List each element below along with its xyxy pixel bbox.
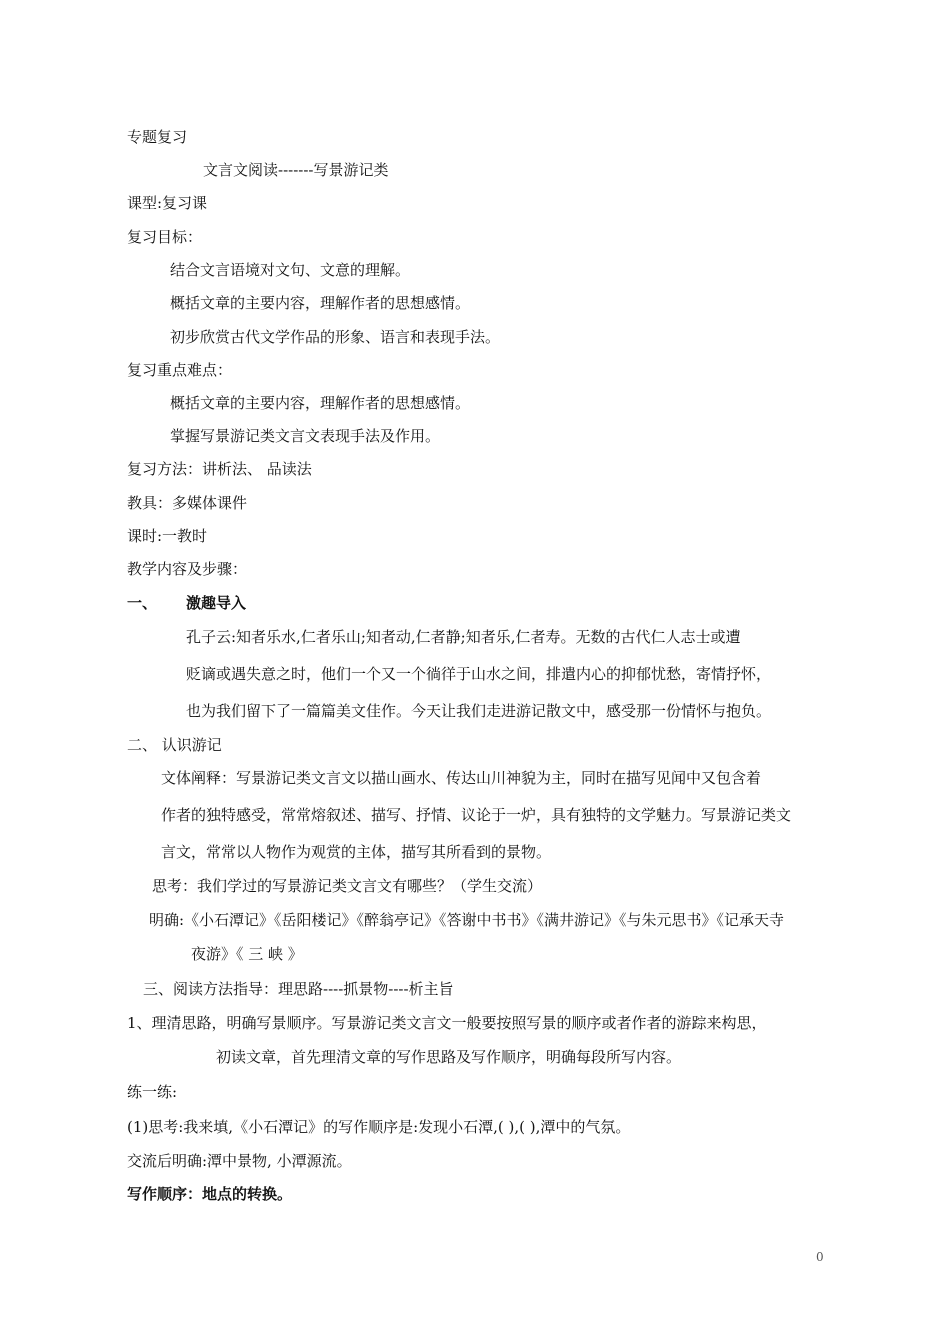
section-2-answer-line: 明确:《小石潭记》《岳阳楼记》《醉翁亭记》《答谢中书书》《满井游记》《与朱元思书》《记承天寺 <box>149 911 785 929</box>
section-1-number: 一、 <box>127 594 158 612</box>
section-2-title: 二、 认识游记 <box>127 736 222 754</box>
section-3-title: 三、阅读方法指导：理思路----抓景物----析主旨 <box>143 980 454 998</box>
section-1-paragraph-line: 也为我们留下了一篇篇美文佳作。今天让我们走进游记散文中，感受那一份情怀与抱负。 <box>186 702 772 720</box>
goal-item: 初步欣赏古代文学作品的形象、语言和表现手法。 <box>170 328 501 346</box>
review-method: 复习方法：讲析法、 品读法 <box>127 460 312 478</box>
order-summary: 写作顺序：地点的转换。 <box>127 1185 293 1203</box>
course-type: 课型:复习课 <box>127 194 208 212</box>
practice-label: 练一练: <box>127 1083 178 1101</box>
doc-heading: 专题复习 <box>127 128 188 146</box>
doc-title: 文言文阅读-------写景游记类 <box>203 161 389 179</box>
goals-label: 复习目标： <box>127 228 203 246</box>
section-2-paragraph-line: 文体阐释：写景游记类文言文以描山画水、传达山川神貌为主，同时在描写见闻中又包含着 <box>161 769 762 787</box>
section-2-think: 思考：我们学过的写景游记类文言文有哪些？（学生交流） <box>152 877 543 895</box>
content-label: 教学内容及步骤： <box>127 560 248 578</box>
section-2-answer-line: 夜游》《 三 峡 》 <box>191 945 303 963</box>
key-point-item: 概括文章的主要内容，理解作者的思想感情。 <box>170 394 471 412</box>
key-point-item: 掌握写景游记类文言文表现手法及作用。 <box>170 427 441 445</box>
practice-answer: 交流后明确:潭中景物, 小潭源流。 <box>127 1152 352 1170</box>
teaching-tools: 教具：多媒体课件 <box>127 494 248 512</box>
section-1-paragraph-line: 孔子云:知者乐水,仁者乐山;知者动,仁者静;知者乐,仁者寿。无数的古代仁人志士或遭 <box>186 628 741 646</box>
section-1-paragraph-line: 贬谪或遇失意之时，他们一个又一个徜徉于山水之间，排遣内心的抑郁忧愁，寄情抒怀， <box>186 665 772 683</box>
section-1-title: 激趣导入 <box>186 594 247 612</box>
key-points-label: 复习重点难点： <box>127 361 233 379</box>
section-2-paragraph-line: 言文，常常以人物作为观赏的主体，描写其所看到的景物。 <box>161 843 552 861</box>
section-3-point-line: 初读文章，首先理清文章的写作思路及写作顺序，明确每段所写内容。 <box>216 1048 682 1066</box>
class-hours: 课时:一教时 <box>127 527 208 545</box>
goal-item: 概括文章的主要内容，理解作者的思想感情。 <box>170 294 471 312</box>
practice-question: (1)思考:我来填,《小石潭记》的写作顺序是:发现小石潭,( ),( ),潭中的气氛。 <box>127 1118 631 1136</box>
goal-item: 结合文言语境对文句、文意的理解。 <box>170 261 411 279</box>
page-number: 0 <box>816 1250 824 1264</box>
section-3-point-line: 1、理清思路，明确写景顺序。写景游记类文言文一般要按照写景的顺序或者作者的游踪来构思， <box>127 1014 767 1032</box>
section-2-paragraph-line: 作者的独特感受，常常熔叙述、描写、抒情、议论于一炉，具有独特的文学魅力。写景游记类文 <box>161 806 792 824</box>
